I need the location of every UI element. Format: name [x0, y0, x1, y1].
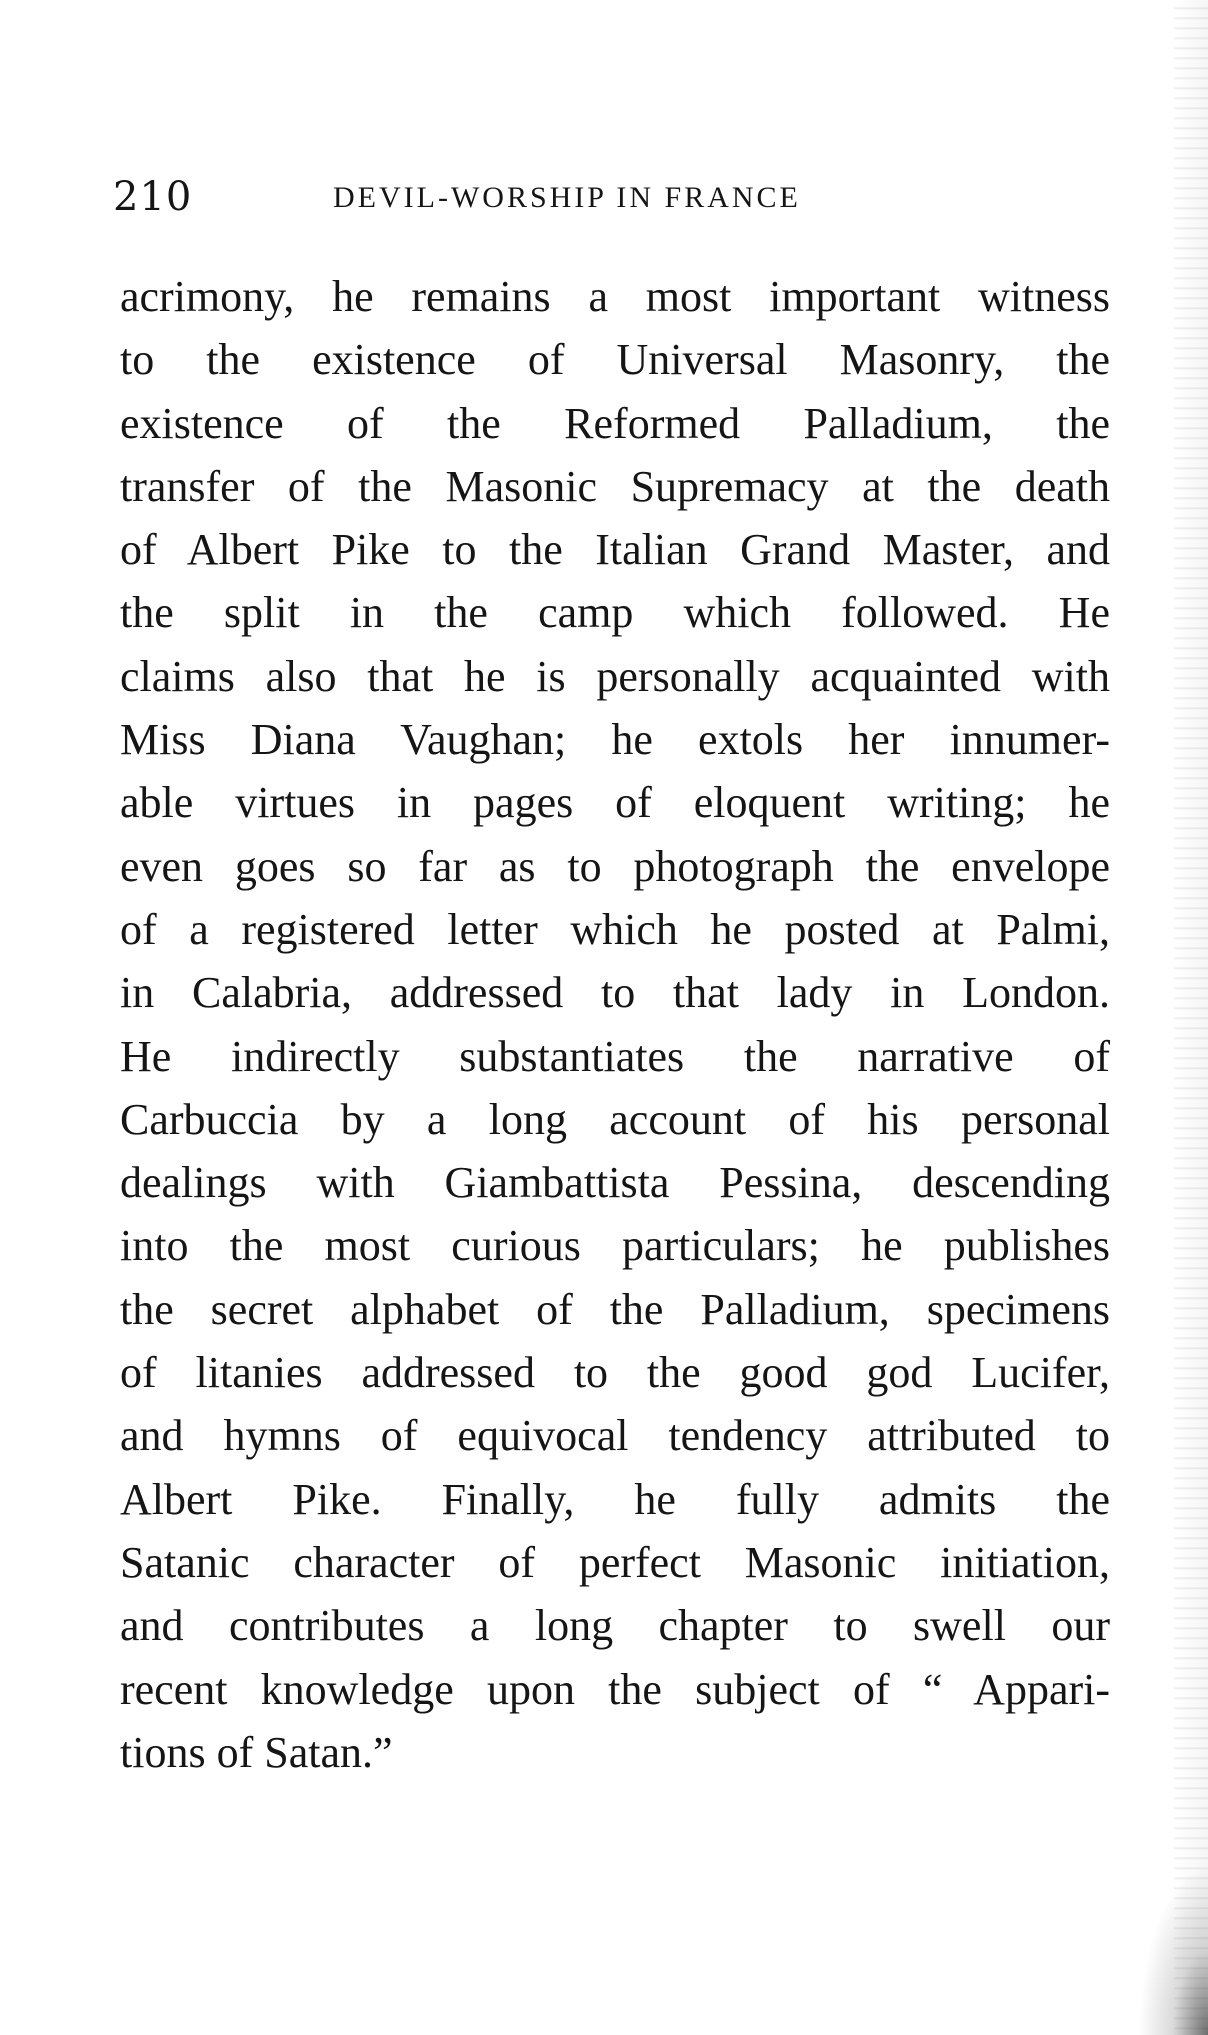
text-line: dealings with Giambattista Pessina, descending [120, 1158, 1110, 1208]
text-line: able virtues in pages of eloquent writing; he [120, 778, 1110, 828]
text-line: Carbuccia by a long account of his personal [120, 1094, 1110, 1144]
text-line: He indirectly substantiates the narrative of [120, 1031, 1110, 1081]
text-line: and contributes a long chapter to swell our [120, 1601, 1110, 1651]
text-line: existence of the Reformed Palladium, the [120, 398, 1110, 448]
text-line: and hymns of equivocal tendency attributed to [120, 1411, 1110, 1461]
text-line: into the most curious particulars; he publishes [120, 1221, 1110, 1271]
text-line: transfer of the Masonic Supremacy at the death [120, 461, 1110, 511]
text-line: acrimony, he remains a most important witness [120, 272, 1110, 321]
body-text [120, 265, 1110, 1784]
running-title: DEVIL-WORSHIP IN FRANCE [333, 181, 801, 214]
text-line: of a registered letter which he posted at Palmi, [120, 904, 1110, 954]
text-line: to the existence of Universal Masonry, the [120, 335, 1110, 385]
text-line: Albert Pike. Finally, he fully admits the [120, 1474, 1110, 1524]
running-head [113, 172, 893, 222]
text-line: Miss Diana Vaughan; he extols her innumer- [120, 715, 1110, 765]
page-number: 210 [113, 174, 193, 220]
scan-corner-shadow [1138, 1865, 1208, 2035]
scan-edge-shadow [1174, 0, 1208, 2035]
text-line: of Albert Pike to the Italian Grand Master, and [120, 525, 1110, 575]
text-line: tions of Satan.” [120, 1727, 393, 1777]
text-line: in Calabria, addressed to that lady in London. [120, 968, 1110, 1018]
text-line: of litanies addressed to the good god Lucifer, [120, 1348, 1110, 1398]
text-line: Satanic character of perfect Masonic initiation, [120, 1537, 1110, 1587]
text-line: the split in the camp which followed. He [120, 588, 1110, 638]
text-line: even goes so far as to photograph the envelope [120, 841, 1110, 891]
text-line: the secret alphabet of the Palladium, specimens [120, 1284, 1110, 1334]
text-line: claims also that he is personally acquainted with [120, 651, 1110, 701]
text-line: recent knowledge upon the subject of “ Appari- [120, 1664, 1110, 1714]
